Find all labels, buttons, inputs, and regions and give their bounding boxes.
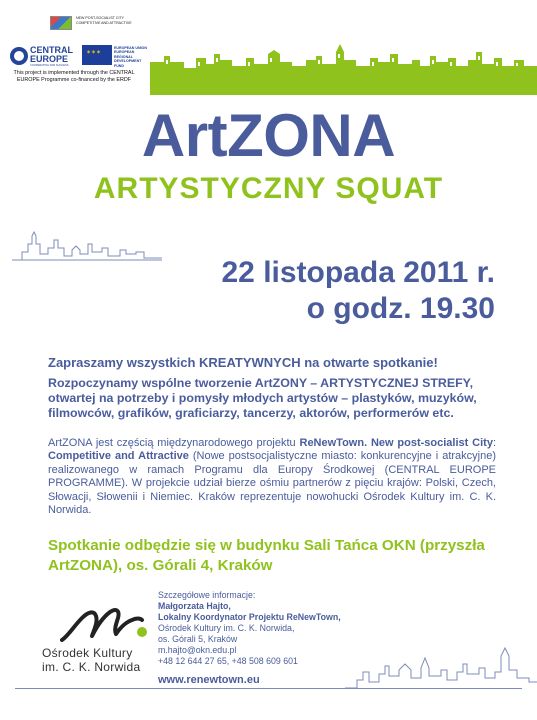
bottom-divider <box>15 688 522 689</box>
central-europe-logo-text: CENTRAL EUROPE <box>30 45 73 64</box>
okn-signature-mark-icon <box>60 596 150 644</box>
renewtown-logo <box>50 14 140 34</box>
about-text-3: (Nowe postsocjalistyczne miasto: konkurencyjne i atrakcyjne) realizowanego w ramach Programu dla Europy Środkowej (CENTRAL EUROPE PROGRAMME). W projekcie udział bierze ośmiu partnerów z pięciu krajów: Polski, Czech, Słowacji, Słowenii i Niemiec. Kraków reprezentuje nowohucki Ośrodek Kultury im. C. K. Norwida. <box>48 450 496 517</box>
central-europe-circle-icon <box>10 47 28 65</box>
invitation-headline: Zapraszamy wszystkich KREATYWNYCH na otwarte spotkanie! <box>48 355 438 370</box>
contact-phones: +48 12 644 27 65, +48 508 609 601 <box>158 656 298 666</box>
central-europe-logo <box>10 44 80 70</box>
eu-logo <box>82 45 147 68</box>
contact-role: Lokalny Koordynator Projektu ReNewTown, <box>158 612 341 622</box>
about-text-1: ArtZONA jest częścią międzynarodowego projektu <box>48 437 300 449</box>
about-bold-2: Competitive and Attractive <box>48 450 189 463</box>
okn-logo <box>42 596 152 676</box>
outline-skyline-left <box>12 222 162 262</box>
website-link[interactable]: www.renewtown.eu <box>158 674 260 686</box>
contact-heading: Szczegółowe informacje: <box>158 590 256 600</box>
outline-skyline-bottom <box>345 642 537 690</box>
central-europe-logo-subtext: COOPERATING FOR SUCCESS <box>30 64 69 67</box>
renewtown-logo-icon <box>50 16 72 30</box>
poster-subtitle: ARTYSTYCZNY SQUAT <box>93 172 444 205</box>
okn-name-line-2: im. C. K. Norwida <box>42 660 141 674</box>
contact-name: Małgorzata Hajto, <box>158 601 231 611</box>
intro-paragraph: Rozpoczynamy wspólne tworzenie ArtZONY – ARTYSTYCZNEJ STREFY, otwartej na potrzeby i pomysły młodych artystów – plastyków, muzyków, filmowców, grafików, graficiarzy, tancerzy, aktorów, performerów etc. <box>48 376 477 421</box>
project-description <box>48 437 496 517</box>
about-bold-1: ReNewTown. New post-socialist City <box>299 437 493 449</box>
event-date: 22 listopada 2011 r. <box>221 256 495 289</box>
eu-flag-icon <box>82 45 112 65</box>
meeting-location: Spotkanie odbędzie się w budynku Sali Tańca OKN (przyszła ArtZONA), os. Górali 4, Kraków <box>48 537 485 574</box>
about-text-2: : <box>492 437 496 449</box>
renewtown-logo-text: NEW POST-SOCIALIST CITY COMPETITIVE AND ATTRACTIVE <box>76 16 132 25</box>
event-time: o godz. 19.30 <box>306 292 495 325</box>
project-note: This project is implemented through the CENTRAL EUROPE Programme co-financed by the ERDF <box>13 70 135 83</box>
okn-name-line-1: Ośrodek Kultury <box>42 646 133 660</box>
contact-email: m.hajto@okn.edu.pl <box>158 645 237 655</box>
eu-logo-text: EUROPEAN UNION EUROPEAN REGIONAL DEVELOPMENT FUND <box>114 46 147 68</box>
contact-organization: Ośrodek Kultury im. C. K. Norwida, <box>158 623 295 633</box>
poster-title: ArtZONA <box>141 102 396 169</box>
green-skyline-banner <box>150 40 537 95</box>
contact-address: os. Górali 5, Kraków <box>158 634 238 644</box>
